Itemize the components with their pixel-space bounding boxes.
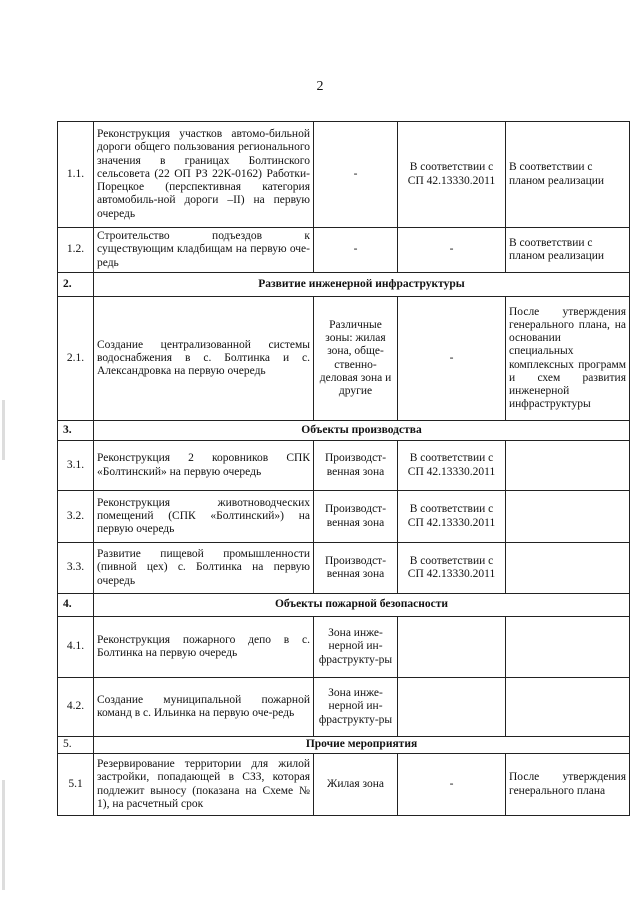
section-number: 5. — [58, 737, 94, 754]
measure-name: Развитие пищевой промышленности (пивной цех) с. Болтинка на первую очередь — [94, 543, 314, 594]
table-row — [58, 297, 630, 421]
section-title: Развитие инженерной инфраструктуры — [94, 273, 630, 297]
row-number: 1.2. — [58, 228, 94, 273]
norm-cell: В соответствии с СП 42.13330.2011 — [398, 543, 506, 594]
row-number: 2.1. — [58, 297, 94, 421]
note-cell: После утверждения генерального плана, на основании специальных комплексных программ и схем развития инженерной инфраструктуры — [506, 297, 630, 421]
table-row — [58, 441, 630, 491]
note-cell — [506, 678, 630, 737]
zone-cell: Жилая зона — [314, 754, 398, 816]
norm-cell: - — [398, 754, 506, 816]
row-number: 3.3. — [58, 543, 94, 594]
measure-name: Реконструкция животноводческих помещений (СПК «Болтинский») на первую очередь — [94, 491, 314, 543]
norm-cell: - — [398, 297, 506, 421]
section-number: 4. — [58, 594, 94, 617]
zone-cell: Зона инже-нерной ин-фраструкту-ры — [314, 617, 398, 678]
table-row — [58, 678, 630, 737]
zone-cell: Производст-венная зона — [314, 441, 398, 491]
section-number: 2. — [58, 273, 94, 297]
table-row — [58, 122, 630, 228]
note-cell — [506, 491, 630, 543]
norm-cell: В соответствии с СП 42.13330.2011 — [398, 122, 506, 228]
section-row — [58, 421, 630, 441]
measure-name: Создание централизованной системы водоснабжения в с. Болтинка и с. Александровка на первую очередь — [94, 297, 314, 421]
measure-name: Создание муниципальной пожарной команд в с. Ильинка на первую оче-редь — [94, 678, 314, 737]
row-number: 4.2. — [58, 678, 94, 737]
table-row — [58, 228, 630, 273]
table-row — [58, 543, 630, 594]
zone-cell: Различные зоны: жилая зона, обще-ственно-деловая зона и другие — [314, 297, 398, 421]
norm-cell: В соответствии с СП 42.13330.2011 — [398, 441, 506, 491]
zone-cell: Производст-венная зона — [314, 491, 398, 543]
row-number: 4.1. — [58, 617, 94, 678]
note-cell — [506, 441, 630, 491]
zone-cell: - — [314, 228, 398, 273]
measure-name: Реконструкция участков автомо-бильной дороги общего пользования регионального значения в границах Болтинского сельсовета (22 ОП РЗ 22К-0162) Работки-Порецкое (перспективная категория автомобиль-ной дороги –II) на первую очередь — [94, 122, 314, 228]
row-number: 5.1 — [58, 754, 94, 816]
page-number: 2 — [316, 79, 324, 94]
table-row — [58, 754, 630, 816]
section-row — [58, 594, 630, 617]
section-row — [58, 273, 630, 297]
note-cell — [506, 617, 630, 678]
section-row — [58, 737, 630, 754]
table-row — [58, 617, 630, 678]
measure-name: Реконструкция 2 коровников СПК «Болтинский» на первую очередь — [94, 441, 314, 491]
section-title: Объекты пожарной безопасности — [94, 594, 630, 617]
row-number: 3.1. — [58, 441, 94, 491]
measures-table — [57, 121, 630, 816]
scan-artifact — [2, 400, 5, 460]
norm-cell: - — [398, 228, 506, 273]
measure-name: Строительство подъездов к существующим кладбищам на первую оче-редь — [94, 228, 314, 273]
zone-cell: Производст-венная зона — [314, 543, 398, 594]
measure-name: Резервирование территории для жилой застройки, попадающей в СЗЗ, которая подлежит выносу (показана на Схеме № 1), на расчетный срок — [94, 754, 314, 816]
note-cell: В соответствии с планом реализации — [506, 122, 630, 228]
norm-cell: В соответствии с СП 42.13330.2011 — [398, 491, 506, 543]
row-number: 1.1. — [58, 122, 94, 228]
table-row — [58, 491, 630, 543]
note-cell — [506, 543, 630, 594]
note-cell: В соответствии с планом реализации — [506, 228, 630, 273]
measure-name: Реконструкция пожарного депо в с. Болтинка на первую очередь — [94, 617, 314, 678]
zone-cell: Зона инже-нерной ин-фраструкту-ры — [314, 678, 398, 737]
section-number: 3. — [58, 421, 94, 441]
section-title: Прочие мероприятия — [94, 737, 630, 754]
zone-cell: - — [314, 122, 398, 228]
note-cell: После утверждения генерального плана — [506, 754, 630, 816]
norm-cell — [398, 678, 506, 737]
norm-cell — [398, 617, 506, 678]
section-title: Объекты производства — [94, 421, 630, 441]
scan-artifact — [2, 780, 5, 890]
row-number: 3.2. — [58, 491, 94, 543]
